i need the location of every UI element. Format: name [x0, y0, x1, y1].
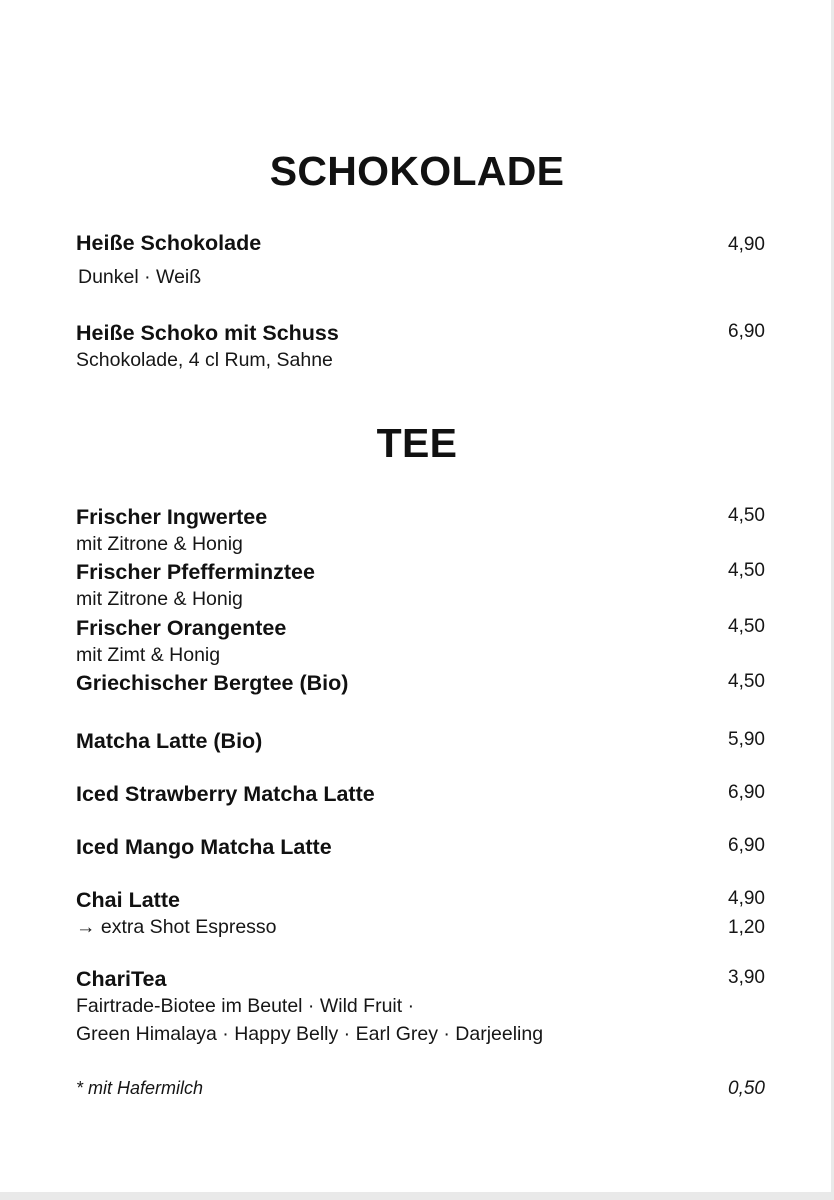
menu-item-price: 3,90 — [728, 967, 765, 988]
menu-item-name: Griechischer Bergtee (Bio) — [76, 671, 349, 695]
menu-item-name: Matcha Latte (Bio) — [76, 729, 263, 753]
menu-item-name: Chai Latte — [76, 888, 180, 912]
menu-item-description: Dunkel · Weiß — [78, 266, 202, 288]
menu-item-description: Schokolade, 4 cl Rum, Sahne — [76, 349, 333, 371]
menu-item-name: Frischer Orangentee — [76, 616, 287, 640]
menu-item-price: 6,90 — [728, 321, 765, 342]
menu-item-price: 6,90 — [728, 835, 765, 856]
footnote-price: 0,50 — [728, 1078, 765, 1099]
menu-item-price: 5,90 — [728, 729, 765, 750]
menu-item-description: mit Zitrone & Honig — [76, 588, 243, 610]
menu-item-price: 4,90 — [728, 234, 765, 255]
menu-item-name: Iced Strawberry Matcha Latte — [76, 782, 375, 806]
section-heading-schokolade: SCHOKOLADE — [269, 148, 565, 194]
menu-item-price: 4,50 — [728, 616, 765, 637]
menu-item-extra: → extra Shot Espresso — [76, 916, 277, 938]
menu-item-description: Green Himalaya · Happy Belly · Earl Grey · Darjeeling — [76, 1023, 544, 1045]
menu-item-price: 4,90 — [728, 888, 765, 909]
menu-item-name: Heiße Schoko mit Schuss — [76, 321, 339, 345]
menu-item-price: 4,50 — [728, 671, 765, 692]
section-heading-tee: TEE — [376, 420, 458, 466]
menu-item-name: Iced Mango Matcha Latte — [76, 835, 332, 859]
menu-item-extra-price: 1,20 — [728, 917, 765, 938]
menu-item-price: 4,50 — [728, 560, 765, 581]
menu-item-price: 4,50 — [728, 505, 765, 526]
menu-item-name: Frischer Pfefferminztee — [76, 560, 315, 584]
menu-item-name: Heiße Schokolade — [76, 231, 262, 255]
menu-item-name: Frischer Ingwertee — [76, 505, 268, 529]
menu-item-description: mit Zimt & Honig — [76, 644, 221, 666]
menu-item-description: Fairtrade-Biotee im Beutel · Wild Fruit · — [76, 995, 415, 1017]
footnote-text: * mit Hafermilch — [76, 1078, 204, 1098]
menu-item-description: mit Zitrone & Honig — [76, 533, 243, 555]
menu-item-name: ChariTea — [76, 967, 167, 991]
menu-item-price: 6,90 — [728, 782, 765, 803]
